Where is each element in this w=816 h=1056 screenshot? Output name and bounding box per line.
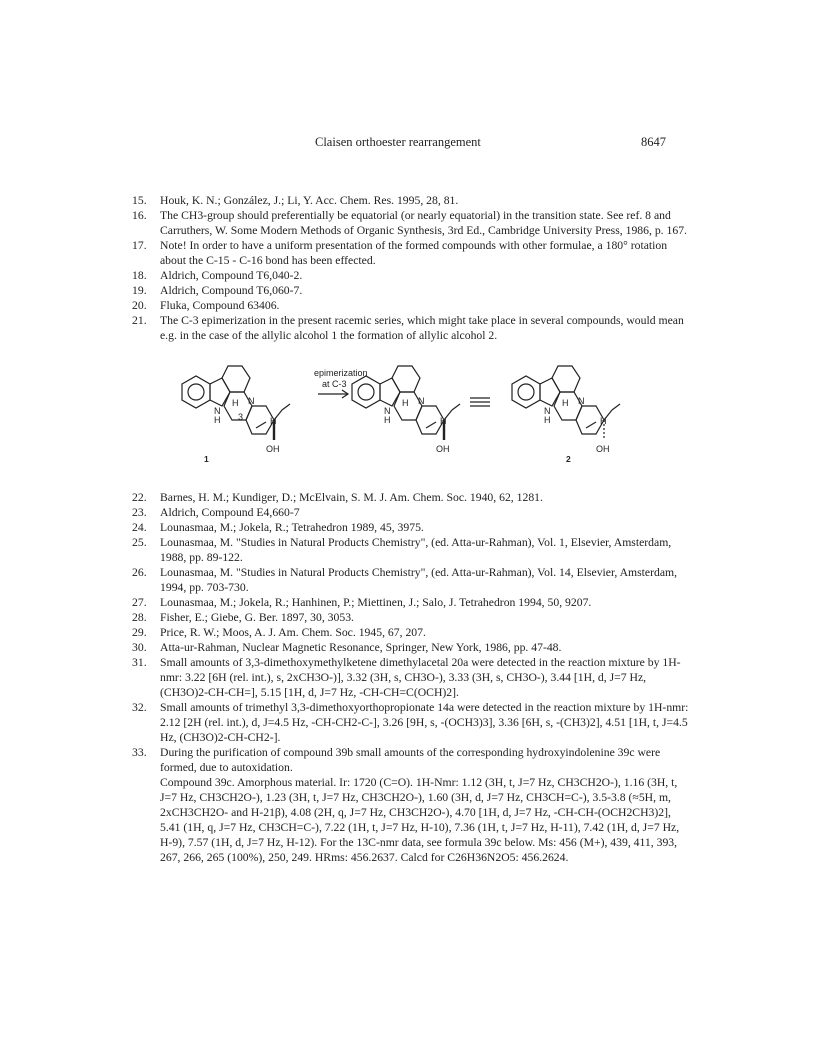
atom-label-n: N [418, 396, 425, 406]
reference-item [132, 268, 692, 283]
reference-number: 15. [132, 194, 147, 207]
reference-number: 20. [132, 299, 147, 312]
compound-number-2: 2 [566, 454, 571, 464]
reference-number: 19. [132, 284, 147, 297]
reference-item [132, 535, 692, 565]
reference-text: Lounasmaa, M.; Jokela, R.; Tetrahedron 1989, 45, 3975. [160, 521, 424, 534]
reference-item [132, 640, 692, 655]
atom-label-h: H [214, 415, 221, 425]
reference-item [132, 238, 692, 268]
atom-label-h: H [600, 416, 607, 426]
reference-item [132, 313, 692, 343]
atom-label-oh: OH [436, 444, 450, 454]
reference-number: 24. [132, 521, 147, 534]
atom-label-n: N [578, 396, 585, 406]
reference-item [132, 208, 692, 238]
reference-text: Fluka, Compound 63406. [160, 299, 280, 312]
reference-text: The C-3 epimerization in the present racemic series, which might take place in several compounds, would mean e.g. in the case of the allylic alcohol 1 the formation of allylic alcohol 2. [160, 314, 684, 342]
reference-number: 30. [132, 641, 147, 654]
arrow-label-epimerization: epimerization [314, 368, 368, 378]
reference-text: Lounasmaa, M. "Studies in Natural Products Chemistry", (ed. Atta-ur-Rahman), Vol. 14, Elsevier, Amsterdam, 1994, pp. 703-730. [160, 566, 678, 594]
reference-number: 17. [132, 239, 147, 252]
atom-label-oh: OH [266, 444, 280, 454]
atom-label-h: H [440, 416, 447, 426]
reference-item [132, 595, 692, 610]
reference-number: 31. [132, 656, 147, 669]
running-title: Claisen orthoester rearrangement [315, 135, 481, 149]
reference-text: Price, R. W.; Moos, A. J. Am. Chem. Soc. 1945, 67, 207. [160, 626, 426, 639]
atom-label-n: N [544, 406, 551, 416]
reference-number: 28. [132, 611, 147, 624]
reference-text: Atta-ur-Rahman, Nuclear Magnetic Resonance, Springer, New York, 1986, pp. 47-48. [160, 641, 562, 654]
reference-item [132, 625, 692, 640]
page-number: 8647 [641, 135, 666, 149]
reference-text: Barnes, H. M.; Kundiger, D.; McElvain, S. M. J. Am. Chem. Soc. 1940, 62, 1281. [160, 491, 543, 504]
running-header [0, 132, 816, 152]
reference-item [132, 610, 692, 625]
reference-number: 27. [132, 596, 147, 609]
reference-text: Fisher, E.; Giebe, G. Ber. 1897, 30, 3053. [160, 611, 354, 624]
epimerization-scheme [170, 362, 660, 472]
atom-label-n: N [384, 406, 391, 416]
reference-number: 26. [132, 566, 147, 579]
reference-number: 21. [132, 314, 147, 327]
reference-item [132, 505, 692, 520]
atom-label-oh: OH [596, 444, 610, 454]
reference-number: 33. [132, 746, 147, 759]
atom-label-h: H [544, 415, 551, 425]
reference-text: Lounasmaa, M. "Studies in Natural Products Chemistry", (ed. Atta-ur-Rahman), Vol. 1, Elsevier, Amsterdam, 1988, pp. 89-122. [160, 536, 672, 564]
reference-text: Aldrich, Compound T6,040-2. [160, 269, 303, 282]
reference-item [132, 745, 692, 775]
atom-label-h: H [232, 398, 239, 408]
reference-number: 16. [132, 209, 147, 222]
reference-item-continuation [132, 775, 692, 865]
reference-list-upper [132, 193, 692, 343]
position-label-3: 3 [238, 412, 244, 422]
reference-item [132, 700, 692, 745]
reaction-scheme-graphic [170, 362, 660, 472]
atom-label-n: N [214, 406, 221, 416]
atom-label-h: H [402, 398, 409, 408]
reference-text: Aldrich, Compound E4,660-7 [160, 506, 300, 519]
arrow-label-position: at C-3 [322, 379, 347, 389]
atom-label-h: H [270, 416, 277, 426]
reference-number: 22. [132, 491, 147, 504]
reference-text: The CH3-group should preferentially be equatorial (or nearly equatorial) in the transition state. See ref. 8 and Carruthers, W. Some Modern Methods of Organic Synthesis, 3rd Ed., Cambridge University Press, 1986, p. 167. [160, 209, 687, 237]
atom-label-h: H [384, 415, 391, 425]
reference-item [132, 298, 692, 313]
reference-number: 18. [132, 269, 147, 282]
reference-text: Compound 39c. Amorphous material. Ir: 1720 (C=O). 1H-Nmr: 1.12 (3H, t, J=7 Hz, CH3CH2O-), 1.16 (3H, t, J=7 Hz, CH3CH2O-), 1.23 (3H, t, J=7 Hz, CH3CH2O-), 1.60 (3H, d, J=7 Hz, CH3CH=C-), 3.5-3.8 (≈5H, m, 2xCH3CH2O- and H-21β), 4.08 (2H, q, J=7 Hz, CH3CH2O-), 4.70 [1H, d, J=7 Hz, -CH-CH-(OCH2CH3)2], 5.41 (1H, q, J=7 Hz, CH3CH=C-), 7.22 (1H, t, J=7 Hz, H-10), 7.36 (1H, t, J=7 Hz, H-11), 7.42 (1H, d, J=7 Hz, H-9), 7.57 (1H, d, J=7 Hz, H-12). For the 13C-nmr data, see formula 39c below. Ms: 456 (M+), 439, 411, 393, 267, 266, 265 (100%), 250, 249. HRms: 456.2637. Calcd for C26H36N2O5: 456.2624. [160, 776, 680, 864]
reference-text: Small amounts of trimethyl 3,3-dimethoxyorthopropionate 14a were detected in the reaction mixture by 1H-nmr: 2.12 [2H (rel. int.), d, J=4.5 Hz, -CH-CH2-C-], 3.26 [9H, s, -(OCH3)3], 3.36 [6H, s, -(CH3)2], 4.51 [1H, t, J=4.5 Hz, (CH3O)2-CH-CH2-]. [160, 701, 689, 744]
compound-number-1: 1 [204, 454, 209, 464]
reference-item [132, 490, 692, 505]
reference-text: Houk, K. N.; González, J.; Li, Y. Acc. Chem. Res. 1995, 28, 81. [160, 194, 459, 207]
reference-text: Small amounts of 3,3-dimethoxymethylketene dimethylacetal 20a were detected in the reaction mixture by 1H-nmr: 3.22 [6H (rel. int.), s, 2xCH3O-)], 3.32 (3H, s, CH3O-), 3.33 (3H, s, CH3O-), 3.44 [1H, d, J=7 Hz, (CH3O)2-CH-CH=], 5.15 [1H, d, J=7 Hz, -CH-CH=C(OCH)2]. [160, 656, 681, 699]
atom-label-h: H [562, 398, 569, 408]
reference-number: 23. [132, 506, 147, 519]
reference-text: Aldrich, Compound T6,060-7. [160, 284, 303, 297]
reference-item [132, 283, 692, 298]
reference-item [132, 565, 692, 595]
reference-item [132, 193, 692, 208]
reference-text: Lounasmaa, M.; Jokela, R.; Hanhinen, P.; Miettinen, J.; Salo, J. Tetrahedron 1994, 50, 9207. [160, 596, 592, 609]
atom-label-n: N [248, 396, 255, 406]
reference-number: 25. [132, 536, 147, 549]
reference-item [132, 655, 692, 700]
reference-text: Note! In order to have a uniform presentation of the formed compounds with other formulae, a 180° rotation about the C-15 - C-16 bond has been effected. [160, 239, 668, 267]
reference-number: 32. [132, 701, 147, 714]
reference-list-lower [132, 490, 692, 865]
reference-number: 29. [132, 626, 147, 639]
reference-text: During the purification of compound 39b small amounts of the corresponding hydroxyindolenine 39c were formed, due to autoxidation. [160, 746, 661, 774]
reference-item [132, 520, 692, 535]
